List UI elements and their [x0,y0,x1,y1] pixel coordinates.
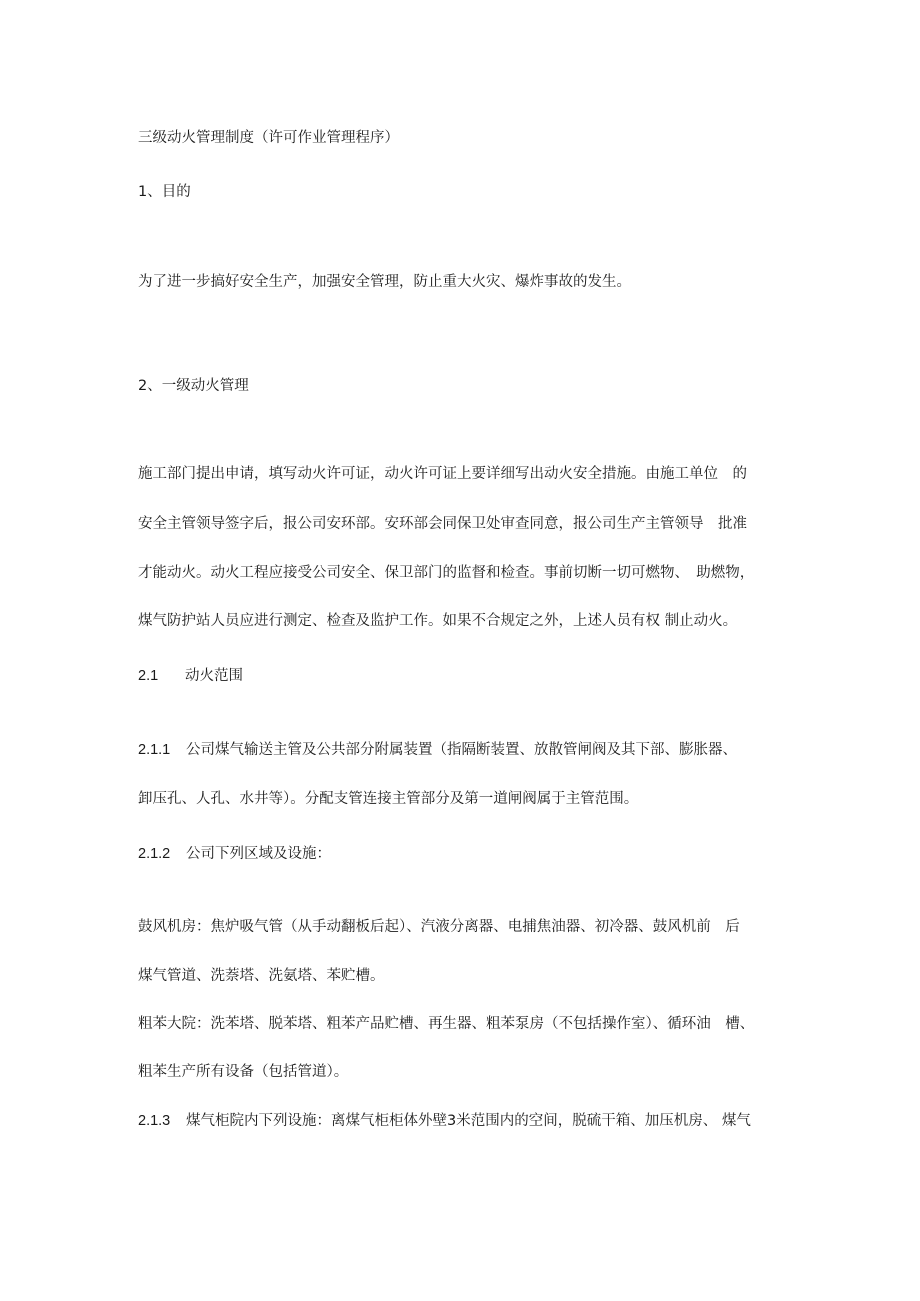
section-2-paragraph-line: 施工部门提出申请，填写动火许可证，动火许可证上要详细写出动火安全措施。由施工单位 的 [138,466,747,482]
section-2-1-3-text: 煤气柜院内下列设施：离煤气柜柜体外壁3米范围内的空间，脱硫干箱、加压机房、 煤气 [186,1113,751,1129]
blower-room-line: 鼓风机房：焦炉吸气管（从手动翻板后起）、汽液分离器、电捕焦油器、初冷器、鼓风机前 后 [138,919,740,935]
section-2-1-2-number: 2.1.2 [138,846,171,862]
section-2-1-number: 2.1 [138,668,159,684]
section-2-heading: 2、一级动火管理 [138,378,249,394]
section-2-1-1-number: 2.1.1 [138,742,171,758]
section-2-1-1-line: 卸压孔、人孔、水井等）。分配支管连接主管部分及第一道闸阀属于主管范围。 [138,791,639,807]
benzene-yard-line: 粗苯生产所有设备（包括管道）。 [138,1064,349,1080]
benzene-yard-line: 粗苯大院：洗苯塔、脱苯塔、粗苯产品贮槽、再生器、粗苯泵房（不包括操作室）、循环油 槽、 [138,1016,755,1032]
section-2-paragraph-line: 安全主管领导签字后，报公司安环部。安环部会同保卫处审查同意，报公司生产主管领导 批准 [138,516,747,532]
section-2-1-2-title: 公司下列区域及设施： [186,846,331,862]
section-2-1-title: 动火范围 [185,668,243,684]
section-1-heading: 1、目的 [138,184,191,200]
section-2-paragraph-line: 才能动火。动火工程应接受公司安全、保卫部门的监督和检查。事前切断一切可燃物、 助燃物， [138,565,755,581]
section-2-1-3-number: 2.1.3 [138,1113,171,1129]
section-2-paragraph-line: 煤气防护站人员应进行测定、检查及监护工作。如果不合规定之外，上述人员有权 制止动火。 [138,613,738,629]
section-2-1-1-line: 公司煤气输送主管及公共部分附属装置（指隔断装置、放散管闸阀及其下部、膨胀器、 [186,742,737,758]
document-title: 三级动火管理制度（许可作业管理程序） [138,130,399,146]
blower-room-line: 煤气管道、洗萘塔、洗氨塔、苯贮槽。 [138,968,385,984]
section-1-text: 为了进一步搞好安全生产，加强安全管理，防止重大火灾、爆炸事故的发生。 [138,274,631,290]
